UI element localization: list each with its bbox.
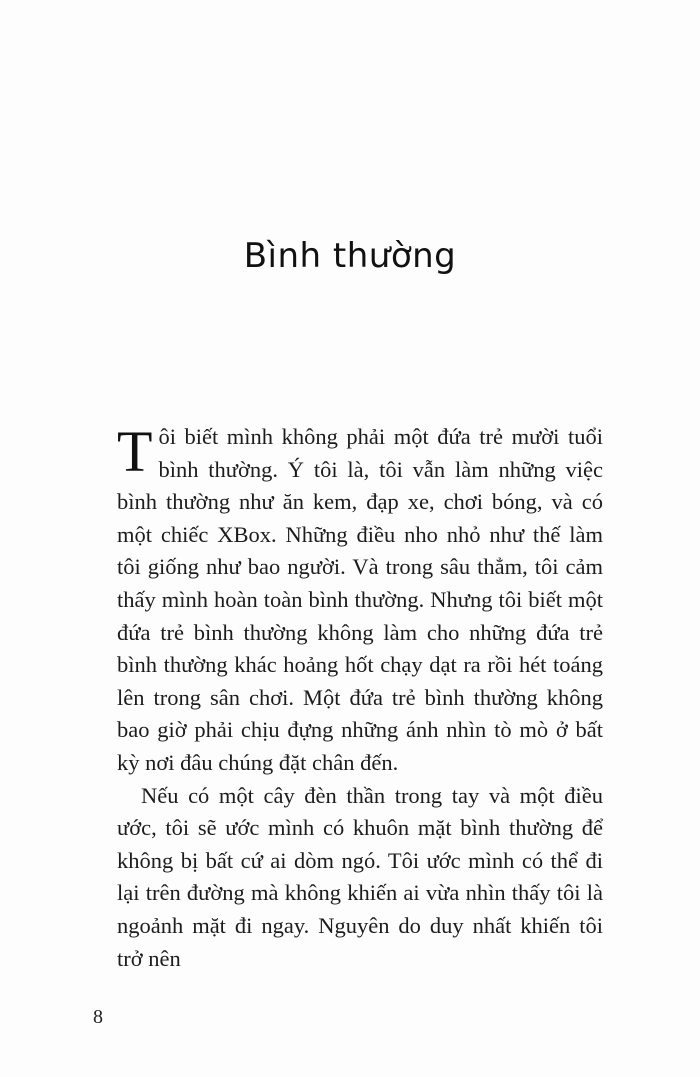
body-text xyxy=(117,421,603,975)
paragraph-1-text: ôi biết mình không phải một đứa trẻ mười tuổi bình thường. Ý tôi là, tôi vẫn làm những việc bình thường như ăn kem, đạp xe, chơi bóng, và có một chiếc XBox. Những điều nho nhỏ như thế làm tôi giống như bao người. Và trong sâu thẳm, tôi cảm thấy mình hoàn toàn bình thường. Nhưng tôi biết một đứa trẻ bình thường không làm cho những đứa trẻ bình thường khác hoảng hốt chạy dạt ra rồi hét toáng lên trong sân chơi. Một đứa trẻ bình thường không bao giờ phải chịu đựng những ánh nhìn tò mò ở bất kỳ nơi đâu chúng đặt chân đến. xyxy=(117,424,603,775)
paragraph-1 xyxy=(117,421,603,780)
paragraph-2: Nếu có một cây đèn thần trong tay và một điều ước, tôi sẽ ước mình có khuôn mặt bình thường để không bị bất cứ ai dòm ngó. Tôi ước mình có thể đi lại trên đường mà không khiến ai vừa nhìn thấy tôi là ngoảnh mặt đi ngay. Nguyên do duy nhất khiến tôi trở nên xyxy=(117,782,603,971)
page-number: 8 xyxy=(93,1006,103,1028)
chapter-title: Bình thường xyxy=(243,236,457,276)
drop-cap: T xyxy=(117,419,153,484)
